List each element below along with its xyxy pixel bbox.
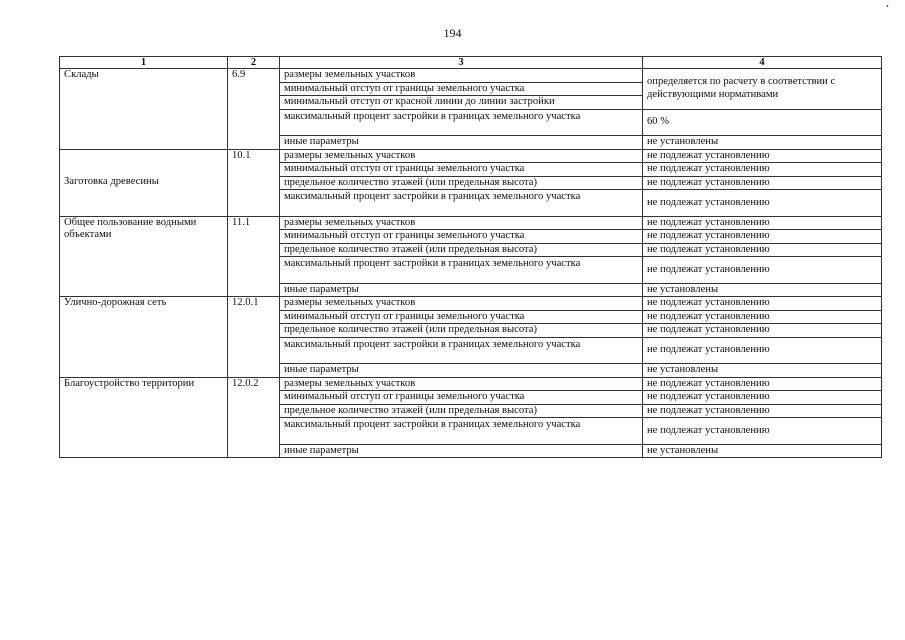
parameter-cell: минимальный отступ от красной линии до линии застройки [280,96,643,110]
scan-mark: • [886,2,889,11]
parameter-cell: минимальный отступ от границы земельного участка [280,163,643,177]
value-cell: не установлены [643,283,882,297]
parameter-cell: размеры земельных участков [280,69,643,83]
value-cell: не подлежат установлению [643,216,882,230]
value-cell: не подлежат установлению [643,243,882,257]
parameter-cell: предельное количество этажей (или предельная высота) [280,176,643,190]
value-cell: не подлежат установлению [643,418,882,445]
table-row [60,69,882,83]
table-body [60,69,882,458]
value-cell: не подлежат установлению [643,310,882,324]
regulations-table [59,56,882,458]
parameter-cell: минимальный отступ от границы земельного участка [280,82,643,96]
column-header: 4 [643,57,882,69]
land-use-name: Склады [60,69,228,150]
value-cell: 60 % [643,109,882,136]
value-cell: определяется по расчету в соответствии с действующими нормативами [643,69,882,110]
value-cell: не подлежат установлению [643,391,882,405]
parameter-cell: размеры земельных участков [280,149,643,163]
value-cell: не подлежат установлению [643,176,882,190]
land-use-code: 12.0.2 [228,377,280,458]
land-use-name: Благоустройство территории [60,377,228,458]
value-cell: не подлежат установлению [643,324,882,338]
land-use-code: 10.1 [228,149,280,216]
parameter-cell: размеры земельных участков [280,377,643,391]
land-use-code: 11.1 [228,216,280,297]
parameter-cell: максимальный процент застройки в границах земельного участка [280,337,643,364]
parameter-cell: иные параметры [280,364,643,378]
value-cell: не подлежат установлению [643,297,882,311]
parameter-cell: минимальный отступ от границы земельного участка [280,310,643,324]
parameter-cell: размеры земельных участков [280,216,643,230]
value-cell: не подлежат установлению [643,404,882,418]
value-cell: не установлены [643,136,882,150]
value-cell: не подлежат установлению [643,190,882,217]
land-use-name: Улично-дорожная сеть [60,297,228,378]
land-use-name: Общее пользование водными объектами [60,216,228,297]
value-cell: не установлены [643,444,882,458]
land-use-code: 6.9 [228,69,280,150]
land-use-code: 12.0.1 [228,297,280,378]
value-cell: не установлены [643,364,882,378]
parameter-cell: размеры земельных участков [280,297,643,311]
parameter-cell: иные параметры [280,136,643,150]
parameter-cell: максимальный процент застройки в границах земельного участка [280,257,643,284]
parameter-cell: максимальный процент застройки в границах земельного участка [280,190,643,217]
value-cell: не подлежат установлению [643,149,882,163]
parameter-cell: предельное количество этажей (или предельная высота) [280,243,643,257]
column-header: 3 [280,57,643,69]
parameter-cell: иные параметры [280,283,643,297]
table-row [60,149,882,163]
parameter-cell: минимальный отступ от границы земельного участка [280,391,643,405]
table-row [60,297,882,311]
table-row [60,216,882,230]
value-cell: не подлежат установлению [643,337,882,364]
parameter-cell: предельное количество этажей (или предельная высота) [280,324,643,338]
column-header: 2 [228,57,280,69]
land-use-name: Заготовка древесины [60,149,228,216]
value-cell: не подлежат установлению [643,230,882,244]
parameter-cell: предельное количество этажей (или предельная высота) [280,404,643,418]
parameter-cell: иные параметры [280,444,643,458]
parameter-cell: максимальный процент застройки в границах земельного участка [280,418,643,445]
value-cell: не подлежат установлению [643,377,882,391]
value-cell: не подлежат установлению [643,163,882,177]
parameter-cell: максимальный процент застройки в границах земельного участка [280,109,643,136]
value-cell: не подлежат установлению [643,257,882,284]
page-number: 194 [443,26,462,40]
table-row [60,377,882,391]
table-header [60,57,882,69]
column-header: 1 [60,57,228,69]
parameter-cell: минимальный отступ от границы земельного участка [280,230,643,244]
